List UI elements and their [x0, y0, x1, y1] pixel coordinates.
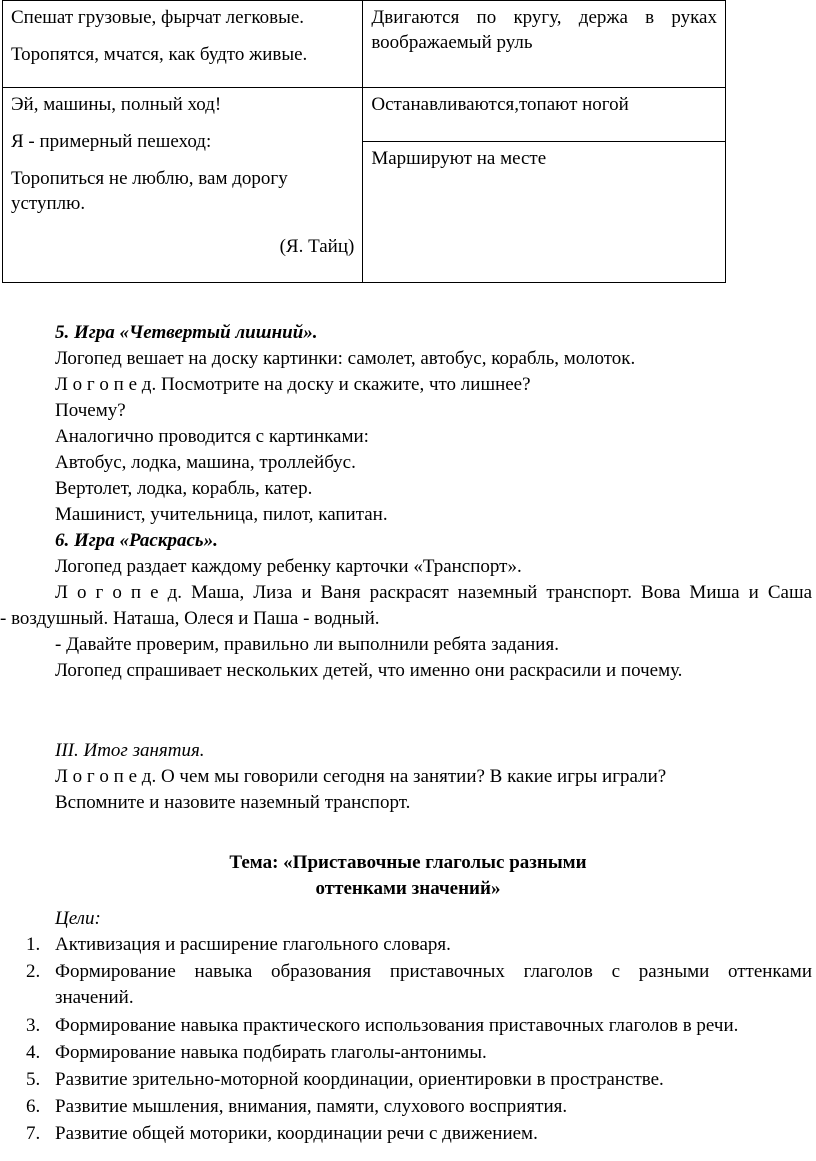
paragraph-line: - Давайте проверим, правильно ли выполнили ребята задания. — [55, 634, 559, 655]
paragraph-line: Логопед спрашивает нескольких детей, что именно они раскрасили и почему. — [55, 660, 683, 681]
speaker-label: Л о г о п е д. — [55, 766, 157, 787]
paragraph-line: Л о г о п е д. О чем мы говорили сегодня на занятии? В какие игры играли? — [55, 766, 667, 787]
list-number: 6. — [26, 1096, 41, 1117]
list-number: 1. — [26, 934, 41, 955]
poem-line: Торопиться не люблю, вам дорогу уступлю. — [11, 168, 288, 214]
list-number: 7. — [26, 1123, 41, 1144]
poem-line: Я - примерный пешеход: — [11, 131, 212, 152]
goals-label: Цели: — [55, 908, 101, 929]
list-number: 5. — [26, 1069, 41, 1090]
poem-line: Торопятся, мчатся, как будто живые. — [11, 44, 308, 65]
list-item: Формирование навыка практического использования приставочных глаголов в речи. — [55, 1015, 739, 1036]
paragraph-line: Вспомните и назовите наземный транспорт. — [55, 792, 411, 813]
list-item: Формирование навыка образования приставочных глаголов с разными оттенками — [55, 961, 812, 982]
topic-title-line2: оттенками значений» — [315, 878, 501, 899]
action-cell: Двигаются по кругу, держа в руках воображаемый руль — [363, 1, 726, 88]
list-number: 3. — [26, 1015, 41, 1036]
game5-heading: 5. Игра «Четвертый лишний». — [55, 322, 318, 343]
list-item-continuation: значений. — [55, 987, 134, 1008]
poem-cell — [3, 1, 363, 88]
list-item: Развитие зрительно-моторной координации, ориентировки в пространстве. — [55, 1069, 664, 1090]
list-item: Развитие общей моторики, координации речи с движением. — [55, 1123, 538, 1144]
poem-line: Эй, машины, полный ход! — [11, 94, 222, 115]
poem-table — [2, 0, 726, 283]
topic-title-line1: Тема: «Приставочные глаголыс разными — [229, 852, 587, 873]
list-item: Активизация и расширение глагольного словаря. — [55, 934, 451, 955]
paragraph-line: Логопед вешает на доску картинки: самолет, автобус, корабль, молоток. — [55, 348, 636, 369]
paragraph-line: Л о г о п е д. Посмотрите на доску и скажите, что лишнее? — [55, 374, 531, 395]
paragraph-line: - воздушный. Наташа, Олеся и Паша - водный. — [0, 608, 380, 629]
paragraph-line: Логопед раздает каждому ребенку карточки «Транспорт». — [55, 556, 522, 577]
paragraph-line: Машинист, учительница, пилот, капитан. — [55, 504, 388, 525]
list-number: 2. — [26, 961, 41, 982]
list-number: 4. — [26, 1042, 41, 1063]
paragraph-line: Автобус, лодка, машина, троллейбус. — [55, 452, 356, 473]
table-row — [3, 1, 726, 88]
poem-author: (Я. Тайц) — [279, 236, 355, 257]
paragraph-line: Аналогично проводится с картинками: — [55, 426, 369, 447]
speaker-label: Л о г о п е д. — [55, 374, 157, 395]
list-item: Развитие мышления, внимания, памяти, слухового восприятия. — [55, 1096, 568, 1117]
action-cell: Останавливаются,топают ногой — [363, 88, 726, 142]
list-item: Формирование навыка подбирать глаголы-антонимы. — [55, 1042, 487, 1063]
poem-line: Спешат грузовые, фырчат легковые. — [11, 7, 305, 28]
action-cell: Маршируют на месте — [363, 142, 726, 283]
paragraph-line: Вертолет, лодка, корабль, катер. — [55, 478, 313, 499]
summary-heading: III. Итог занятия. — [55, 740, 205, 761]
table-row — [3, 88, 726, 142]
speaker-label: Л о г о п е д. — [55, 582, 183, 603]
game6-heading: 6. Игра «Раскрась». — [55, 530, 218, 551]
paragraph-line: Л о г о п е д. Маша, Лиза и Ваня раскрасят наземный транспорт. Вова Миша и Саша — [55, 582, 813, 603]
poem-cell — [3, 88, 363, 283]
paragraph-line: Почему? — [55, 400, 126, 421]
